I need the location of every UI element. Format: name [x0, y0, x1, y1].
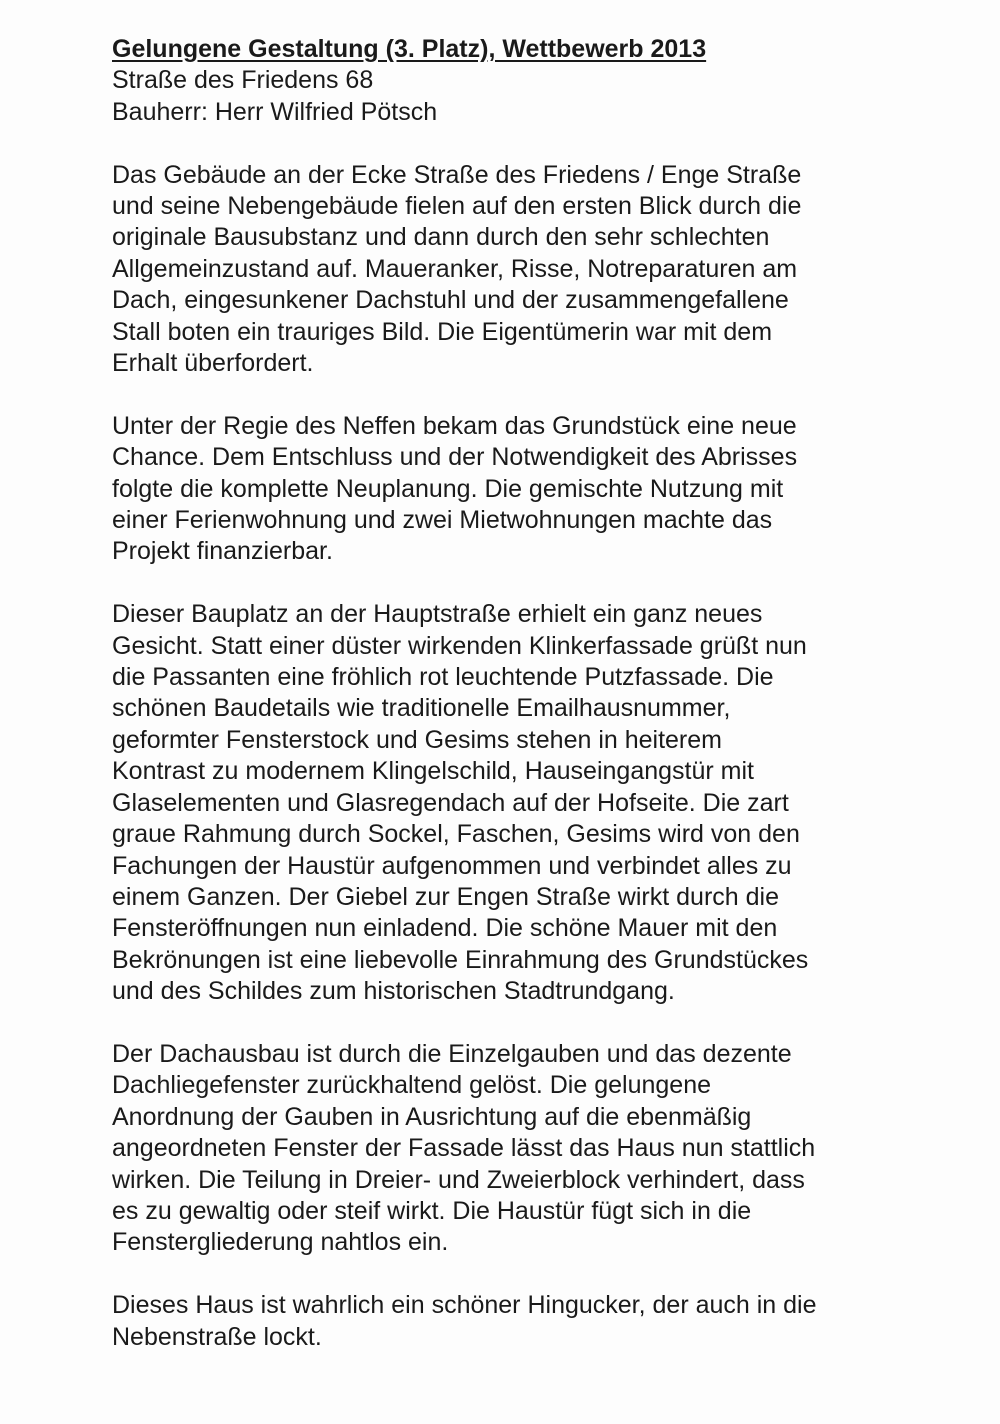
text-line: graue Rahmung durch Sockel, Faschen, Gesims wird von den: [112, 820, 800, 849]
text-line: Fenstergliederung nahtlos ein.: [112, 1228, 449, 1257]
paragraph-1: [112, 160, 972, 380]
text-line: Dachliegefenster zurückhaltend gelöst. Die gelungene: [112, 1071, 711, 1100]
text-line: Chance. Dem Entschluss und der Notwendigkeit des Abrisses: [112, 443, 798, 472]
text-line: Fachungen der Haustür aufgenommen und verbindet alles zu: [112, 851, 792, 880]
text-line: Unter der Regie des Neffen bekam das Grundstück eine neue: [112, 411, 797, 440]
text-line: einer Ferienwohnung und zwei Mietwohnungen machte das: [112, 506, 773, 535]
text-line: einem Ganzen. Der Giebel zur Engen Straße wirkt durch die: [112, 882, 779, 911]
text-line: es zu gewaltig oder steif wirkt. Die Haustür fügt sich in die: [112, 1196, 752, 1225]
text-line: Das Gebäude an der Ecke Straße des Friedens / Enge Straße: [112, 160, 802, 189]
paragraph-3: [112, 599, 972, 1007]
text-line: und seine Nebengebäude fielen auf den ersten Blick durch die: [112, 192, 802, 221]
text-line: Glaselementen und Glasregendach auf der Hofseite. Die zart: [112, 788, 789, 817]
text-line: Allgemeinzustand auf. Maueranker, Risse, Notreparaturen am: [112, 254, 798, 283]
text-line: geformter Fensterstock und Gesims stehen in heiterem: [112, 725, 722, 754]
paragraph-spacer: [112, 568, 972, 599]
paragraph-5: [112, 1290, 972, 1353]
text-line: Bekrönungen ist eine liebevolle Einrahmung des Grundstückes: [112, 945, 809, 974]
text-line: Dieses Haus ist wahrlich ein schöner Hingucker, der auch in die: [112, 1291, 817, 1320]
text-line: schönen Baudetails wie traditionelle Emailhausnummer,: [112, 694, 731, 723]
text-line: Kontrast zu modernem Klingelschild, Hauseingangstür mit: [112, 757, 754, 786]
paragraph-spacer: [112, 1008, 972, 1039]
text-line: Fensteröffnungen nun einladend. Die schöne Mauer mit den: [112, 914, 778, 943]
paragraph-spacer: [112, 379, 972, 410]
text-line: originale Bausubstanz und dann durch den sehr schlechten: [112, 223, 770, 252]
client-line: Bauherr: Herr Wilfried Pötsch: [112, 97, 438, 126]
text-line: Erhalt überfordert.: [112, 349, 314, 378]
address-line: Straße des Friedens 68: [112, 66, 374, 95]
text-line: Nebenstraße lockt.: [112, 1322, 322, 1351]
text-line: angeordneten Fenster der Fassade lässt das Haus nun stattlich: [112, 1134, 816, 1163]
text-line: Der Dachausbau ist durch die Einzelgauben und das dezente: [112, 1039, 792, 1068]
text-line: die Passanten eine fröhlich rot leuchtende Putzfassade. Die: [112, 663, 774, 692]
text-line: wirken. Die Teilung in Dreier- und Zweierblock verhindert, dass: [112, 1165, 805, 1194]
text-line: folgte die komplette Neuplanung. Die gemischte Nutzung mit: [112, 474, 784, 503]
paragraph-2: [112, 411, 972, 568]
paragraph-spacer: [112, 1259, 972, 1290]
text-line: Dieser Bauplatz an der Hauptstraße erhielt ein ganz neues: [112, 600, 763, 629]
text-line: Stall boten ein trauriges Bild. Die Eigentümerin war mit dem: [112, 317, 773, 346]
text-line: Gesicht. Statt einer düster wirkenden Klinkerfassade grüßt nun: [112, 631, 807, 660]
text-line: und des Schildes zum historischen Stadtrundgang.: [112, 977, 675, 1006]
text-line: Projekt finanzierbar.: [112, 537, 333, 566]
paragraph-spacer: [112, 128, 972, 159]
document-body: [112, 34, 972, 1353]
paragraph-4: [112, 1039, 972, 1259]
text-line: Dach, eingesunkener Dachstuhl und der zusammengefallene: [112, 286, 789, 315]
document-title: Gelungene Gestaltung (3. Platz), Wettbewerb 2013: [112, 35, 707, 63]
text-line: Anordnung der Gauben in Ausrichtung auf die ebenmäßig: [112, 1102, 752, 1131]
